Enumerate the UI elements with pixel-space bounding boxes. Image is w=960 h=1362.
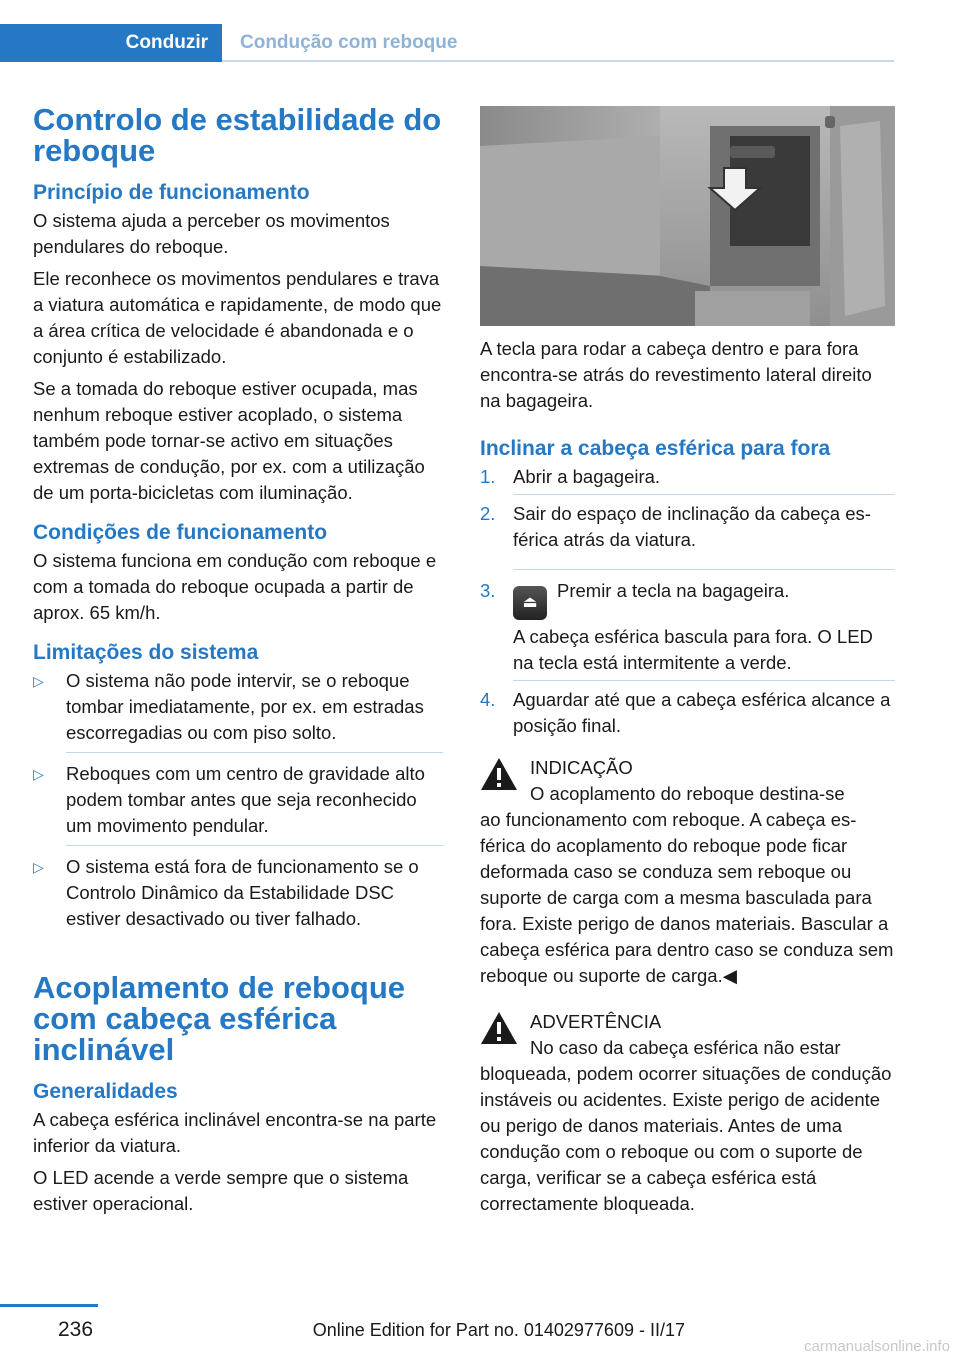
list-item: 1. Abrir a bagageira. (480, 464, 895, 495)
note-block (480, 755, 895, 989)
page-header (0, 24, 894, 62)
heading-general: Generalidades (33, 1080, 178, 1103)
photo-caption: A tecla para rodar a cabeça dentro e para fora encontra-se atrás do revestimento lateral direito na bagageira. (480, 338, 872, 411)
paragraph-conditions: O sistema funciona em condução com reboque e com a tomada do reboque ocupada a partir de aprox. 65 km/h. (33, 550, 437, 623)
list-separator (513, 680, 895, 681)
warning-block (480, 1009, 895, 1217)
paragraph-principle-1: O sistema ajuda a perceber os movimentos pendulares do reboque. (33, 210, 390, 257)
triangle-right-icon: ▷ (33, 673, 44, 689)
heading-stability-control: Controlo de estabilidade do reboque (33, 102, 442, 168)
trunk-illustration (480, 106, 895, 326)
warning-triangle-icon (480, 1011, 518, 1045)
list-item: 4. Aguardar até que a cabeça esférica alcance a posição final. (480, 689, 891, 736)
list-item: ▷ O sistema está fora de funcionamento se o Controlo Dinâmico da Estabilidade DSC estiver desactivado ou tiver falhado. (33, 856, 419, 929)
list-separator (513, 494, 895, 495)
tow-hitch-button-icon: ⏏ (513, 586, 547, 620)
list-item: ▷ O sistema não pode intervir, se o reboque tombar imediatamente, por ex. em estradas escorregadias ou com piso solto. (33, 668, 443, 753)
header-rule (222, 60, 894, 62)
warning-text: No caso da cabeça esférica não estar bloqueada, podem ocorrer situações de condução instáveis ou acidentes. Existe perigo de acidente ou perigo de danos materiais. Antes de uma condução com o reboque ou com o suporte de carga, verificar se a cabeça esférica está correctamente bloqueada. (480, 1037, 892, 1214)
page-number: 236 (58, 1318, 94, 1341)
heading-conditions: Condições de funcionamento (33, 521, 328, 544)
step-3-result: A cabeça esférica bascula para fora. O LED na tecla está intermitente a verde. (513, 626, 873, 673)
heading-coupling: Acoplamento de reboque com cabeça esférica inclinável (33, 970, 406, 1067)
paragraph-general-1: A cabeça esférica inclinável encontra-se na parte inferior da viatura. (33, 1109, 437, 1156)
paragraph-general-2: O LED acende a verde sempre que o sistema estiver operacional. (33, 1167, 409, 1214)
right-column (480, 106, 895, 1217)
note-text: O acoplamento do reboque destina-se ao funcionamento com reboque. A cabeça esférica do acoplamento do reboque pode ficar deformada caso se conduza sem reboque ou suporte de carga com a mesma basculada para fora. Existe perigo de danos materiais. Bascular a cabeça esférica para dentro caso se conduza sem reboque ou suporte de carga.◀ (480, 783, 894, 986)
triangle-right-icon: ▷ (33, 859, 44, 875)
edition-text: Online Edition for Part no. 01402977609 - II/17 (312, 1320, 685, 1340)
list-separator (66, 845, 443, 846)
warning-title: ADVERTÊNCIA (530, 1011, 662, 1032)
note-title: INDICAÇÃO (530, 757, 633, 778)
list-item: 2. Sair do espaço de inclinação da cabeça esférica atrás da viatura. (480, 501, 895, 570)
list-item: ▷ Reboques com um centro de gravidade alto podem tombar antes que seja reconhecido um movimento pendular. (33, 761, 443, 846)
trunk-photo (480, 106, 895, 326)
steps-list (480, 464, 895, 739)
heading-limitations: Limitações do sistema (33, 641, 259, 664)
watermark: carmanualsonline.info (804, 1338, 950, 1355)
triangle-right-icon: ▷ (33, 766, 44, 782)
paragraph-principle-3: Se a tomada do reboque estiver ocupada, mas nenhum reboque estiver acoplado, o sistema também pode tornar-se activo em situações extremas de condução, por ex. com a utilização de um porta-bicicletas com iluminação. (33, 378, 425, 503)
list-separator (66, 752, 443, 753)
chapter-tab: Conduzir (0, 24, 222, 62)
section-title: Condução com reboque (240, 32, 458, 53)
list-separator (513, 569, 895, 570)
warning-triangle-icon (480, 757, 518, 791)
limitations-list (33, 668, 443, 932)
heading-principle: Princípio de funcionamento (33, 181, 310, 204)
footer-rule (0, 1304, 98, 1307)
paragraph-principle-2: Ele reconhece os movimentos pendulares e trava a viatura automática e rapidamente, de modo que a área crítica de velocidade é abandonada e o conjunto é estabilizado. (33, 268, 442, 367)
left-column (33, 100, 443, 1223)
list-item: 3. ⏏Premir a tecla na bagageira. A cabeça esférica bascula para fora. O LED na tecla está intermitente a verde. (480, 576, 895, 681)
heading-incline-out: Inclinar a cabeça esférica para fora (480, 437, 831, 460)
